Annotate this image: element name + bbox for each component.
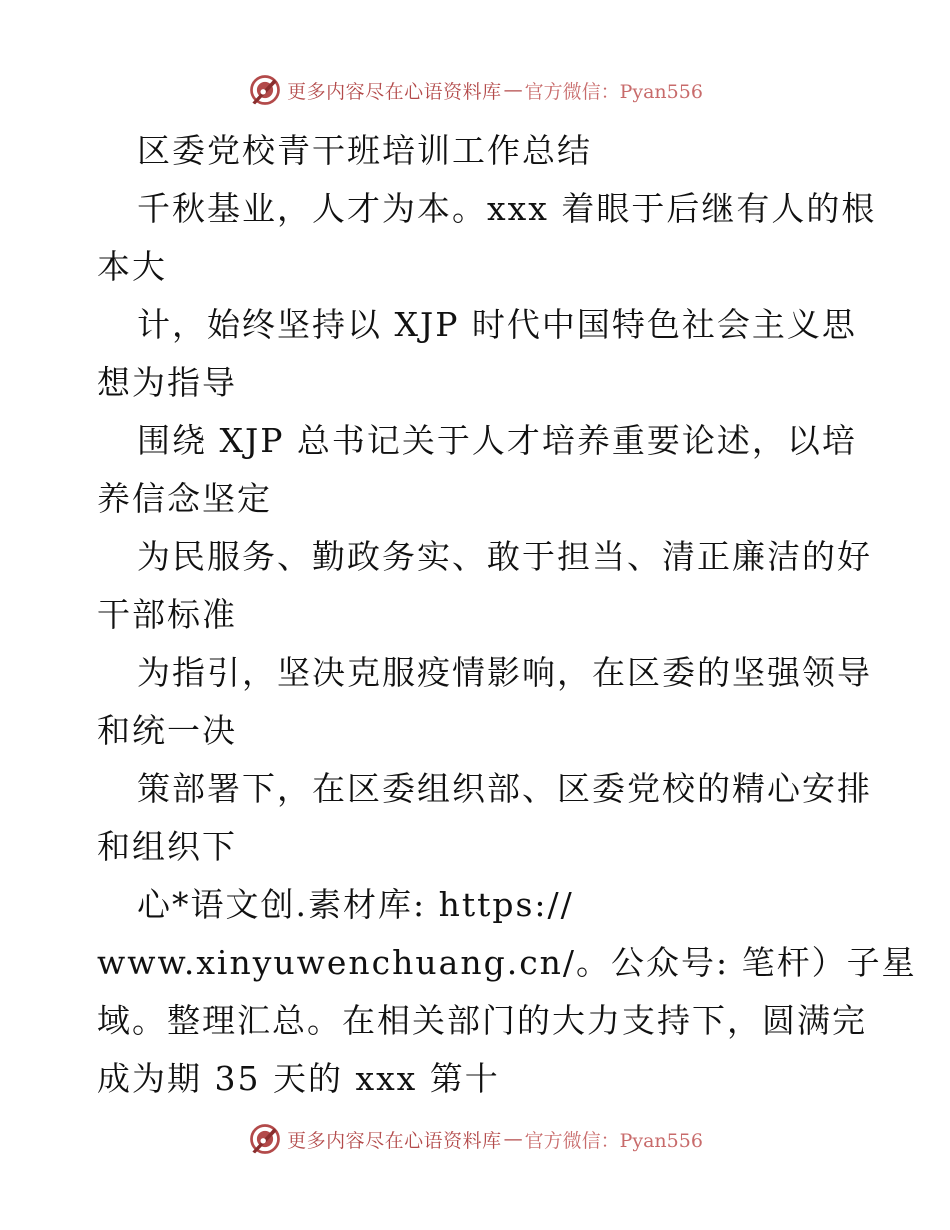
quill-seal-icon <box>247 72 283 108</box>
document-body <box>97 122 917 1108</box>
text-line: 想为指导 <box>97 363 237 402</box>
text-line: 为指引，坚决克服疫情影响，在区委的坚强领导 <box>137 653 872 692</box>
text-line: 千秋基业，人才为本。xxx 着眼于后继有人的根 <box>137 189 877 228</box>
banner-separator: — <box>503 79 523 101</box>
quill-seal-icon <box>247 1121 283 1157</box>
banner-text: 更多内容尽在心语资料库 <box>287 1129 502 1152</box>
text-line: 和组织下 <box>97 827 237 866</box>
text-line: 策部署下，在区委组织部、区委党校的精心安排 <box>137 769 872 808</box>
text-line: www.xinyuwenchuang.cn/。公众号: 笔杆）子星 <box>97 943 917 982</box>
text-line: 区委党校青干班培训工作总结 <box>137 131 592 170</box>
text-line: 计，始终坚持以 XJP 时代中国特色社会主义思 <box>137 305 857 344</box>
banner-text: 更多内容尽在心语资料库 <box>287 80 502 103</box>
footer-banner <box>0 1119 950 1159</box>
text-line: 围绕 XJP 总书记关于人才培养重要论述，以培 <box>137 421 857 460</box>
banner-separator: — <box>503 1128 523 1150</box>
header-banner <box>0 70 950 110</box>
text-line: 为民服务、勤政务实、敢于担当、清正廉洁的好 <box>137 537 872 576</box>
text-line: 养信念坚定 <box>97 479 272 518</box>
text-line: 心*语文创.素材库: https:// <box>137 885 574 924</box>
text-line: 域。整理汇总。在相关部门的大力支持下，圆满完 <box>97 1001 867 1040</box>
text-line: 本大 <box>97 247 167 286</box>
banner-wechat: 官方微信：Pyan556 <box>524 80 703 103</box>
banner-wechat: 官方微信：Pyan556 <box>524 1129 703 1152</box>
text-line: 成为期 35 天的 xxx 第十 <box>97 1059 500 1098</box>
text-line: 和统一决 <box>97 711 237 750</box>
text-line: 干部标准 <box>97 595 237 634</box>
